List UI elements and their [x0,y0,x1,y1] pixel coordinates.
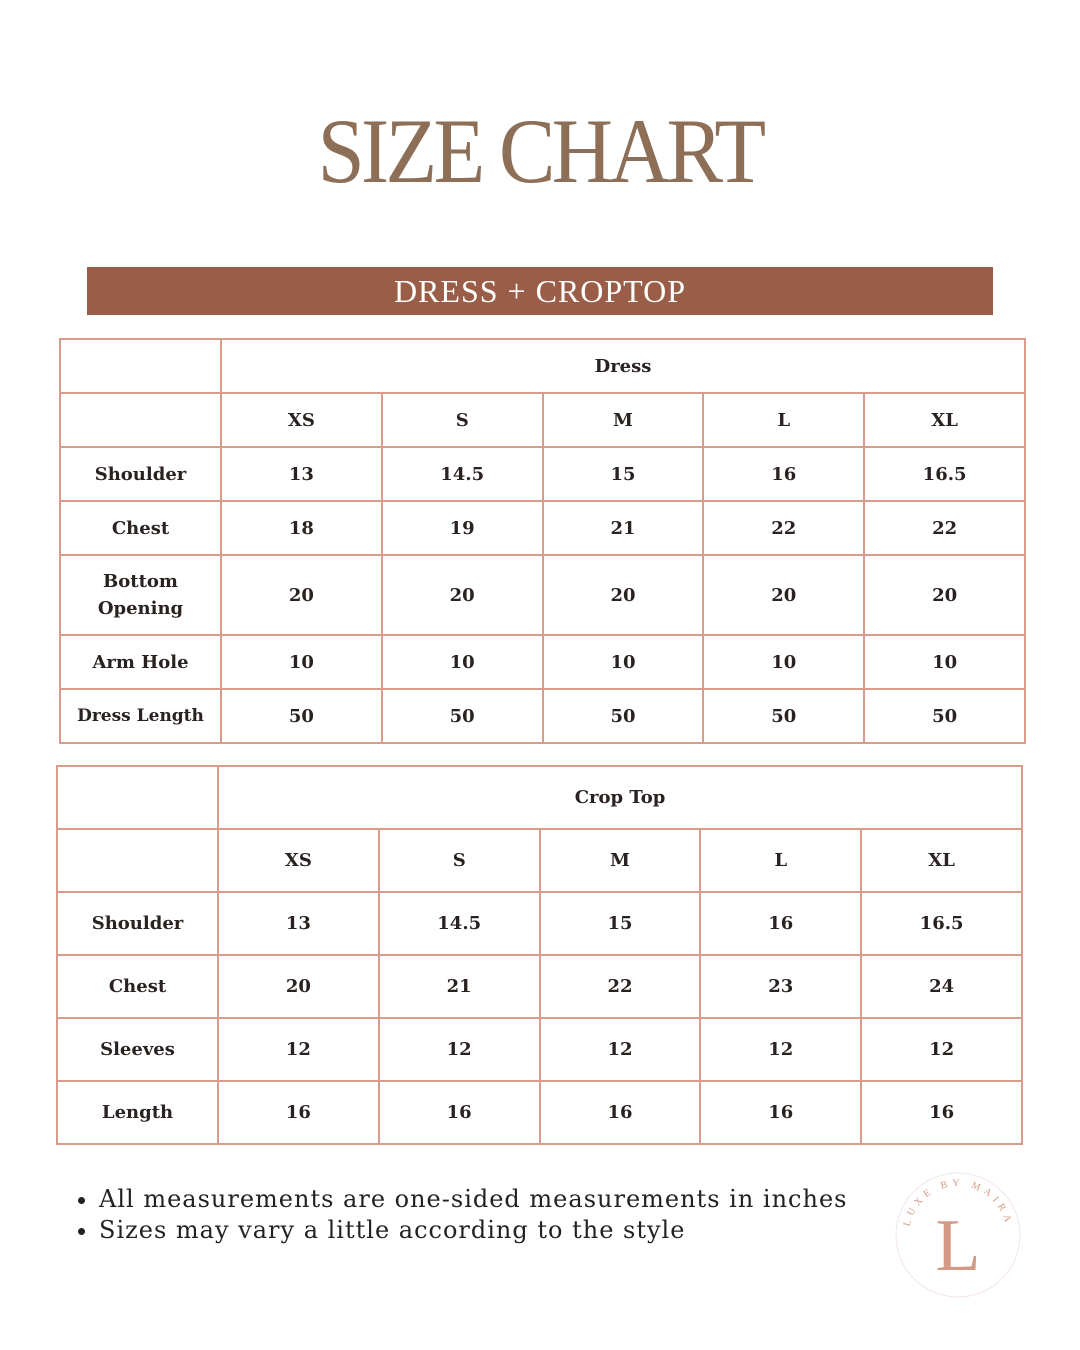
row-label: Shoulder [57,892,218,955]
table-cell: 20 [218,955,379,1018]
logo-letter: L [935,1205,981,1287]
table-cell: 16 [218,1081,379,1144]
table-cell: 23 [700,955,861,1018]
size-header: M [543,393,704,447]
table-corner-cell [57,766,218,829]
table-cell: 12 [861,1018,1022,1081]
row-label: Shoulder [60,447,221,501]
table-cell: 20 [221,555,382,635]
table-cell: 10 [703,635,864,689]
table-cell: 12 [379,1018,540,1081]
table-group-row [60,339,1025,393]
table-corner-cell [60,393,221,447]
table-cell: 16 [703,447,864,501]
table-cell: 19 [382,501,543,555]
table-cell: 14.5 [379,892,540,955]
brand-logo [893,1170,1023,1300]
note-item: • Sizes may vary a little according to the style [99,1215,847,1246]
logo-arc-text: LUXE BY MAIRA [901,1178,1015,1228]
table-row [60,635,1025,689]
table-corner-cell [57,829,218,892]
size-header: XL [864,393,1025,447]
table-cell: 16 [700,1081,861,1144]
size-header: L [700,829,861,892]
table-row [57,1018,1022,1081]
table-cell: 13 [218,892,379,955]
table-size-row [60,393,1025,447]
row-label: Chest [57,955,218,1018]
table-cell: 20 [543,555,704,635]
table-cell: 22 [864,501,1025,555]
table-cell: 50 [864,689,1025,743]
table-row [57,955,1022,1018]
table-cell: 10 [382,635,543,689]
table-cell: 50 [703,689,864,743]
size-header: M [540,829,701,892]
table-cell: 22 [703,501,864,555]
notes-list [78,1184,847,1246]
table-cell: 22 [540,955,701,1018]
table-cell: 20 [382,555,543,635]
size-header: XL [861,829,1022,892]
table-row [57,892,1022,955]
table-cell: 10 [543,635,704,689]
size-header: XS [221,393,382,447]
page-title: SIZE CHART [317,100,763,202]
table-cell: 50 [382,689,543,743]
table-group-header: Crop Top [218,766,1022,829]
table-cell: 50 [221,689,382,743]
table-cell: 14.5 [382,447,543,501]
table-row [60,501,1025,555]
table-cell: 21 [543,501,704,555]
table-cell: 20 [864,555,1025,635]
size-header: S [382,393,543,447]
table-cell: 10 [864,635,1025,689]
table-cell: 15 [540,892,701,955]
table-cell: 12 [540,1018,701,1081]
table-cell: 10 [221,635,382,689]
table-cell: 16 [540,1081,701,1144]
table-cell: 18 [221,501,382,555]
table-cell: 20 [703,555,864,635]
row-label: Chest [60,501,221,555]
table-cell: 12 [218,1018,379,1081]
table-cell: 15 [543,447,704,501]
table-cell: 16 [861,1081,1022,1144]
table-group-header: Dress [221,339,1025,393]
table-size-row [57,829,1022,892]
note-item: • All measurements are one-sided measurements in inches [99,1184,847,1215]
size-header: S [379,829,540,892]
table-cell: 12 [700,1018,861,1081]
size-header: L [703,393,864,447]
section-banner [87,267,993,315]
table-cell: 16.5 [861,892,1022,955]
crop-top-size-table [56,765,1023,1145]
dress-size-table [59,338,1026,744]
table-row [60,447,1025,501]
table-group-row [57,766,1022,829]
table-cell: 50 [543,689,704,743]
row-label: Length [57,1081,218,1144]
row-label: Arm Hole [60,635,221,689]
table-cell: 21 [379,955,540,1018]
table-row [60,555,1025,635]
table-row [60,689,1025,743]
row-label: Sleeves [57,1018,218,1081]
table-cell: 16 [379,1081,540,1144]
table-cell: 16.5 [864,447,1025,501]
table-row [57,1081,1022,1144]
table-corner-cell [60,339,221,393]
table-cell: 24 [861,955,1022,1018]
table-cell: 16 [700,892,861,955]
table-cell: 13 [221,447,382,501]
row-label: Bottom Opening [60,555,221,635]
section-banner-label: DRESS + CROPTOP [393,272,687,309]
row-label: Dress Length [60,689,221,743]
size-header: XS [218,829,379,892]
